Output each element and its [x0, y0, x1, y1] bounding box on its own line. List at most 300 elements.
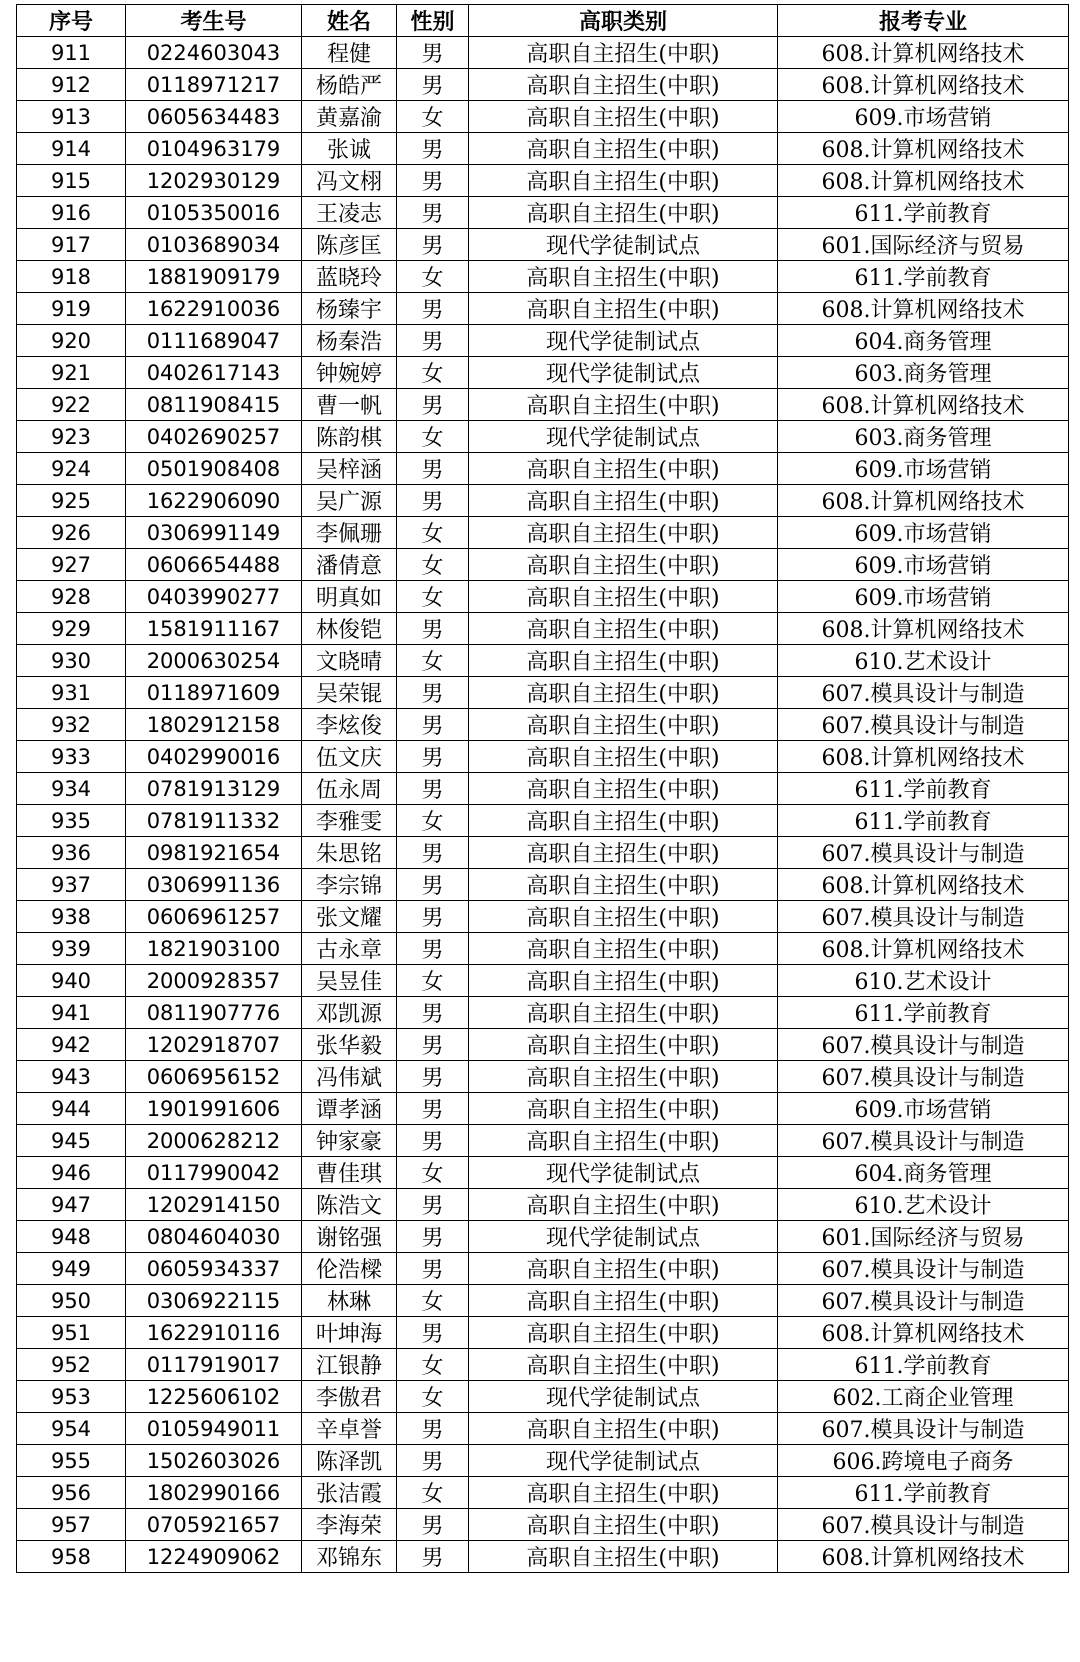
cell-exam-id: 0981921654	[126, 837, 302, 869]
cell-name: 张洁霞	[302, 1477, 397, 1509]
cell-category: 高职自主招生(中职)	[469, 1253, 778, 1285]
cell-seq: 956	[17, 1477, 126, 1509]
cell-seq: 939	[17, 933, 126, 965]
table-row	[17, 517, 1069, 549]
cell-seq: 921	[17, 357, 126, 389]
cell-category: 高职自主招生(中职)	[469, 613, 778, 645]
cell-seq: 917	[17, 229, 126, 261]
table-row	[17, 773, 1069, 805]
cell-gender: 女	[397, 421, 469, 453]
cell-exam-id: 0402617143	[126, 357, 302, 389]
cell-exam-id: 1225606102	[126, 1381, 302, 1413]
cell-major: 608.计算机网络技术	[778, 933, 1069, 965]
cell-category: 高职自主招生(中职)	[469, 133, 778, 165]
cell-exam-id: 1622910036	[126, 293, 302, 325]
cell-major: 603.商务管理	[778, 421, 1069, 453]
cell-gender: 男	[397, 1541, 469, 1573]
table-row	[17, 677, 1069, 709]
cell-exam-id: 1901991606	[126, 1093, 302, 1125]
header-major: 报考专业	[778, 5, 1069, 37]
table-row	[17, 1157, 1069, 1189]
cell-name: 钟家豪	[302, 1125, 397, 1157]
cell-major: 608.计算机网络技术	[778, 1541, 1069, 1573]
table-row	[17, 453, 1069, 485]
cell-major: 609.市场营销	[778, 101, 1069, 133]
cell-gender: 男	[397, 741, 469, 773]
cell-gender: 男	[397, 1125, 469, 1157]
cell-name: 李炫俊	[302, 709, 397, 741]
cell-gender: 男	[397, 869, 469, 901]
table-row	[17, 229, 1069, 261]
cell-name: 叶坤海	[302, 1317, 397, 1349]
cell-category: 高职自主招生(中职)	[469, 1125, 778, 1157]
cell-category: 高职自主招生(中职)	[469, 261, 778, 293]
cell-gender: 女	[397, 549, 469, 581]
table-row	[17, 965, 1069, 997]
cell-category: 现代学徒制试点	[469, 229, 778, 261]
cell-seq: 930	[17, 645, 126, 677]
cell-category: 高职自主招生(中职)	[469, 869, 778, 901]
admission-table	[16, 4, 1069, 1573]
table-row	[17, 1061, 1069, 1093]
cell-exam-id: 1802990166	[126, 1477, 302, 1509]
cell-major: 607.模具设计与制造	[778, 1253, 1069, 1285]
table-row	[17, 581, 1069, 613]
cell-gender: 男	[397, 389, 469, 421]
cell-category: 高职自主招生(中职)	[469, 197, 778, 229]
cell-category: 现代学徒制试点	[469, 421, 778, 453]
cell-exam-id: 0403990277	[126, 581, 302, 613]
cell-name: 伍文庆	[302, 741, 397, 773]
cell-major: 608.计算机网络技术	[778, 869, 1069, 901]
cell-category: 高职自主招生(中职)	[469, 805, 778, 837]
cell-exam-id: 0606654488	[126, 549, 302, 581]
cell-category: 高职自主招生(中职)	[469, 1317, 778, 1349]
header-seq: 序号	[17, 5, 126, 37]
cell-exam-id: 0811908415	[126, 389, 302, 421]
table-row	[17, 869, 1069, 901]
cell-name: 钟婉婷	[302, 357, 397, 389]
cell-major: 604.商务管理	[778, 325, 1069, 357]
cell-category: 高职自主招生(中职)	[469, 1349, 778, 1381]
table-row	[17, 1413, 1069, 1445]
cell-gender: 男	[397, 773, 469, 805]
cell-major: 608.计算机网络技术	[778, 1317, 1069, 1349]
cell-exam-id: 1622910116	[126, 1317, 302, 1349]
cell-major: 607.模具设计与制造	[778, 1413, 1069, 1445]
cell-name: 黄嘉渝	[302, 101, 397, 133]
cell-name: 江银静	[302, 1349, 397, 1381]
cell-name: 李傲君	[302, 1381, 397, 1413]
cell-seq: 927	[17, 549, 126, 581]
cell-category: 高职自主招生(中职)	[469, 1285, 778, 1317]
cell-name: 吴昱佳	[302, 965, 397, 997]
cell-major: 610.艺术设计	[778, 645, 1069, 677]
cell-seq: 924	[17, 453, 126, 485]
cell-exam-id: 0118971217	[126, 69, 302, 101]
cell-exam-id: 0605934337	[126, 1253, 302, 1285]
cell-seq: 954	[17, 1413, 126, 1445]
cell-major: 608.计算机网络技术	[778, 485, 1069, 517]
cell-exam-id: 0781911332	[126, 805, 302, 837]
table-row	[17, 549, 1069, 581]
table-row	[17, 1189, 1069, 1221]
cell-category: 高职自主招生(中职)	[469, 101, 778, 133]
table-header	[17, 5, 1069, 37]
cell-exam-id: 1802912158	[126, 709, 302, 741]
cell-gender: 男	[397, 933, 469, 965]
cell-category: 高职自主招生(中职)	[469, 709, 778, 741]
cell-seq: 919	[17, 293, 126, 325]
cell-major: 608.计算机网络技术	[778, 69, 1069, 101]
cell-name: 李佩珊	[302, 517, 397, 549]
cell-category: 高职自主招生(中职)	[469, 1541, 778, 1573]
cell-major: 601.国际经济与贸易	[778, 229, 1069, 261]
cell-seq: 913	[17, 101, 126, 133]
table-row	[17, 901, 1069, 933]
cell-name: 王凌志	[302, 197, 397, 229]
cell-exam-id: 2000928357	[126, 965, 302, 997]
cell-exam-id: 0117919017	[126, 1349, 302, 1381]
cell-gender: 女	[397, 1349, 469, 1381]
cell-name: 张诚	[302, 133, 397, 165]
cell-exam-id: 0111689047	[126, 325, 302, 357]
cell-gender: 男	[397, 901, 469, 933]
cell-gender: 女	[397, 1285, 469, 1317]
cell-exam-id: 0606956152	[126, 1061, 302, 1093]
cell-seq: 931	[17, 677, 126, 709]
table-row	[17, 1285, 1069, 1317]
cell-gender: 女	[397, 965, 469, 997]
cell-name: 杨秦浩	[302, 325, 397, 357]
cell-category: 高职自主招生(中职)	[469, 1061, 778, 1093]
cell-gender: 男	[397, 133, 469, 165]
cell-seq: 929	[17, 613, 126, 645]
cell-exam-id: 1581911167	[126, 613, 302, 645]
cell-gender: 男	[397, 485, 469, 517]
cell-seq: 952	[17, 1349, 126, 1381]
cell-name: 吴梓涵	[302, 453, 397, 485]
cell-exam-id: 0606961257	[126, 901, 302, 933]
cell-gender: 男	[397, 1253, 469, 1285]
cell-exam-id: 1821903100	[126, 933, 302, 965]
cell-category: 高职自主招生(中职)	[469, 69, 778, 101]
table-row	[17, 805, 1069, 837]
cell-name: 陈韵棋	[302, 421, 397, 453]
cell-exam-id: 1881909179	[126, 261, 302, 293]
cell-exam-id: 0103689034	[126, 229, 302, 261]
cell-gender: 女	[397, 805, 469, 837]
cell-gender: 男	[397, 1189, 469, 1221]
table-row	[17, 325, 1069, 357]
cell-major: 609.市场营销	[778, 549, 1069, 581]
cell-category: 现代学徒制试点	[469, 1157, 778, 1189]
cell-name: 伍永周	[302, 773, 397, 805]
cell-major: 608.计算机网络技术	[778, 133, 1069, 165]
cell-category: 现代学徒制试点	[469, 1221, 778, 1253]
cell-exam-id: 0306922115	[126, 1285, 302, 1317]
cell-major: 608.计算机网络技术	[778, 389, 1069, 421]
cell-exam-id: 0118971609	[126, 677, 302, 709]
cell-exam-id: 0105949011	[126, 1413, 302, 1445]
cell-seq: 935	[17, 805, 126, 837]
table-row	[17, 1445, 1069, 1477]
cell-category: 高职自主招生(中职)	[469, 37, 778, 69]
table-row	[17, 837, 1069, 869]
cell-seq: 923	[17, 421, 126, 453]
cell-gender: 男	[397, 1029, 469, 1061]
cell-name: 邓锦东	[302, 1541, 397, 1573]
cell-exam-id: 2000630254	[126, 645, 302, 677]
header-row	[17, 5, 1069, 37]
table-row	[17, 37, 1069, 69]
table-row	[17, 197, 1069, 229]
cell-major: 608.计算机网络技术	[778, 613, 1069, 645]
table-row	[17, 933, 1069, 965]
cell-category: 现代学徒制试点	[469, 357, 778, 389]
cell-gender: 男	[397, 1445, 469, 1477]
cell-major: 601.国际经济与贸易	[778, 1221, 1069, 1253]
cell-major: 609.市场营销	[778, 581, 1069, 613]
cell-gender: 男	[397, 293, 469, 325]
table-row	[17, 1541, 1069, 1573]
cell-exam-id: 0804604030	[126, 1221, 302, 1253]
cell-category: 高职自主招生(中职)	[469, 389, 778, 421]
cell-name: 林俊铠	[302, 613, 397, 645]
table-row	[17, 1221, 1069, 1253]
cell-major: 607.模具设计与制造	[778, 901, 1069, 933]
cell-name: 明真如	[302, 581, 397, 613]
table-row	[17, 421, 1069, 453]
header-exam-id: 考生号	[126, 5, 302, 37]
table-row	[17, 645, 1069, 677]
cell-name: 古永章	[302, 933, 397, 965]
cell-exam-id: 0105350016	[126, 197, 302, 229]
cell-seq: 953	[17, 1381, 126, 1413]
cell-major: 607.模具设计与制造	[778, 1285, 1069, 1317]
cell-exam-id: 0402990016	[126, 741, 302, 773]
cell-seq: 936	[17, 837, 126, 869]
cell-major: 602.工商企业管理	[778, 1381, 1069, 1413]
table-row	[17, 133, 1069, 165]
table-body	[17, 37, 1069, 1573]
table-row	[17, 741, 1069, 773]
cell-seq: 920	[17, 325, 126, 357]
cell-seq: 926	[17, 517, 126, 549]
cell-exam-id: 0811907776	[126, 997, 302, 1029]
cell-major: 610.艺术设计	[778, 965, 1069, 997]
cell-name: 邓凯源	[302, 997, 397, 1029]
cell-major: 608.计算机网络技术	[778, 37, 1069, 69]
cell-exam-id: 0402690257	[126, 421, 302, 453]
cell-gender: 男	[397, 1317, 469, 1349]
cell-gender: 女	[397, 261, 469, 293]
cell-name: 潘倩意	[302, 549, 397, 581]
cell-major: 609.市场营销	[778, 517, 1069, 549]
cell-seq: 948	[17, 1221, 126, 1253]
table-row	[17, 1029, 1069, 1061]
table-row	[17, 1093, 1069, 1125]
header-name: 姓名	[302, 5, 397, 37]
cell-seq: 933	[17, 741, 126, 773]
cell-major: 610.艺术设计	[778, 1189, 1069, 1221]
cell-exam-id: 0224603043	[126, 37, 302, 69]
cell-major: 608.计算机网络技术	[778, 293, 1069, 325]
cell-name: 曹佳琪	[302, 1157, 397, 1189]
cell-major: 611.学前教育	[778, 997, 1069, 1029]
cell-category: 高职自主招生(中职)	[469, 1413, 778, 1445]
table-row	[17, 293, 1069, 325]
cell-exam-id: 0104963179	[126, 133, 302, 165]
cell-gender: 女	[397, 645, 469, 677]
cell-major: 606.跨境电子商务	[778, 1445, 1069, 1477]
cell-category: 高职自主招生(中职)	[469, 901, 778, 933]
cell-major: 604.商务管理	[778, 1157, 1069, 1189]
cell-exam-id: 1622906090	[126, 485, 302, 517]
cell-major: 611.学前教育	[778, 1477, 1069, 1509]
cell-exam-id: 0781913129	[126, 773, 302, 805]
table-row	[17, 165, 1069, 197]
header-gender: 性别	[397, 5, 469, 37]
cell-gender: 男	[397, 1221, 469, 1253]
table-row	[17, 1253, 1069, 1285]
cell-seq: 911	[17, 37, 126, 69]
cell-name: 谭孝涵	[302, 1093, 397, 1125]
cell-major: 607.模具设计与制造	[778, 677, 1069, 709]
cell-seq: 958	[17, 1541, 126, 1573]
cell-category: 高职自主招生(中职)	[469, 933, 778, 965]
cell-exam-id: 0117990042	[126, 1157, 302, 1189]
cell-seq: 955	[17, 1445, 126, 1477]
cell-seq: 938	[17, 901, 126, 933]
table-row	[17, 1125, 1069, 1157]
cell-exam-id: 1202930129	[126, 165, 302, 197]
cell-name: 冯伟斌	[302, 1061, 397, 1093]
cell-category: 高职自主招生(中职)	[469, 1093, 778, 1125]
cell-name: 张文耀	[302, 901, 397, 933]
cell-name: 陈浩文	[302, 1189, 397, 1221]
cell-name: 程健	[302, 37, 397, 69]
cell-major: 607.模具设计与制造	[778, 709, 1069, 741]
cell-gender: 男	[397, 613, 469, 645]
cell-seq: 946	[17, 1157, 126, 1189]
cell-gender: 男	[397, 453, 469, 485]
cell-major: 607.模具设计与制造	[778, 1061, 1069, 1093]
table-row	[17, 1349, 1069, 1381]
cell-category: 高职自主招生(中职)	[469, 645, 778, 677]
cell-seq: 914	[17, 133, 126, 165]
cell-gender: 男	[397, 37, 469, 69]
cell-gender: 男	[397, 1061, 469, 1093]
cell-name: 蓝晓玲	[302, 261, 397, 293]
cell-category: 高职自主招生(中职)	[469, 997, 778, 1029]
cell-category: 高职自主招生(中职)	[469, 773, 778, 805]
cell-major: 603.商务管理	[778, 357, 1069, 389]
cell-name: 谢铭强	[302, 1221, 397, 1253]
cell-gender: 女	[397, 357, 469, 389]
cell-seq: 942	[17, 1029, 126, 1061]
table-row	[17, 69, 1069, 101]
cell-name: 李宗锦	[302, 869, 397, 901]
cell-seq: 941	[17, 997, 126, 1029]
cell-name: 伦浩樑	[302, 1253, 397, 1285]
cell-category: 高职自主招生(中职)	[469, 549, 778, 581]
cell-category: 高职自主招生(中职)	[469, 1029, 778, 1061]
cell-gender: 男	[397, 709, 469, 741]
cell-exam-id: 0605634483	[126, 101, 302, 133]
cell-name: 杨皓严	[302, 69, 397, 101]
cell-category: 高职自主招生(中职)	[469, 165, 778, 197]
cell-category: 高职自主招生(中职)	[469, 517, 778, 549]
cell-major: 608.计算机网络技术	[778, 165, 1069, 197]
cell-seq: 940	[17, 965, 126, 997]
cell-category: 高职自主招生(中职)	[469, 1509, 778, 1541]
cell-category: 现代学徒制试点	[469, 325, 778, 357]
cell-major: 611.学前教育	[778, 805, 1069, 837]
cell-gender: 女	[397, 101, 469, 133]
cell-seq: 945	[17, 1125, 126, 1157]
cell-category: 高职自主招生(中职)	[469, 1477, 778, 1509]
cell-name: 文晓晴	[302, 645, 397, 677]
cell-gender: 女	[397, 1477, 469, 1509]
cell-gender: 男	[397, 197, 469, 229]
cell-name: 冯文栩	[302, 165, 397, 197]
cell-major: 608.计算机网络技术	[778, 741, 1069, 773]
cell-category: 高职自主招生(中职)	[469, 965, 778, 997]
cell-name: 张华毅	[302, 1029, 397, 1061]
cell-seq: 944	[17, 1093, 126, 1125]
table-row	[17, 997, 1069, 1029]
cell-seq: 915	[17, 165, 126, 197]
table-row	[17, 101, 1069, 133]
cell-seq: 943	[17, 1061, 126, 1093]
cell-major: 611.学前教育	[778, 197, 1069, 229]
cell-name: 杨臻宇	[302, 293, 397, 325]
cell-major: 611.学前教育	[778, 261, 1069, 293]
cell-exam-id: 0501908408	[126, 453, 302, 485]
cell-exam-id: 1224909062	[126, 1541, 302, 1573]
cell-gender: 男	[397, 997, 469, 1029]
cell-exam-id: 1502603026	[126, 1445, 302, 1477]
cell-gender: 女	[397, 1157, 469, 1189]
cell-gender: 男	[397, 165, 469, 197]
cell-name: 吴广源	[302, 485, 397, 517]
cell-category: 高职自主招生(中职)	[469, 837, 778, 869]
cell-gender: 男	[397, 1413, 469, 1445]
cell-seq: 957	[17, 1509, 126, 1541]
cell-gender: 女	[397, 517, 469, 549]
cell-seq: 947	[17, 1189, 126, 1221]
cell-name: 林琳	[302, 1285, 397, 1317]
cell-category: 高职自主招生(中职)	[469, 453, 778, 485]
cell-seq: 928	[17, 581, 126, 613]
cell-gender: 男	[397, 1509, 469, 1541]
cell-category: 高职自主招生(中职)	[469, 293, 778, 325]
cell-category: 高职自主招生(中职)	[469, 1189, 778, 1221]
cell-exam-id: 0306991149	[126, 517, 302, 549]
cell-seq: 934	[17, 773, 126, 805]
cell-category: 现代学徒制试点	[469, 1381, 778, 1413]
cell-gender: 男	[397, 1093, 469, 1125]
cell-gender: 女	[397, 581, 469, 613]
cell-seq: 951	[17, 1317, 126, 1349]
cell-seq: 949	[17, 1253, 126, 1285]
cell-seq: 912	[17, 69, 126, 101]
cell-major: 609.市场营销	[778, 1093, 1069, 1125]
table-row	[17, 1381, 1069, 1413]
table-row	[17, 1317, 1069, 1349]
cell-major: 607.模具设计与制造	[778, 1125, 1069, 1157]
